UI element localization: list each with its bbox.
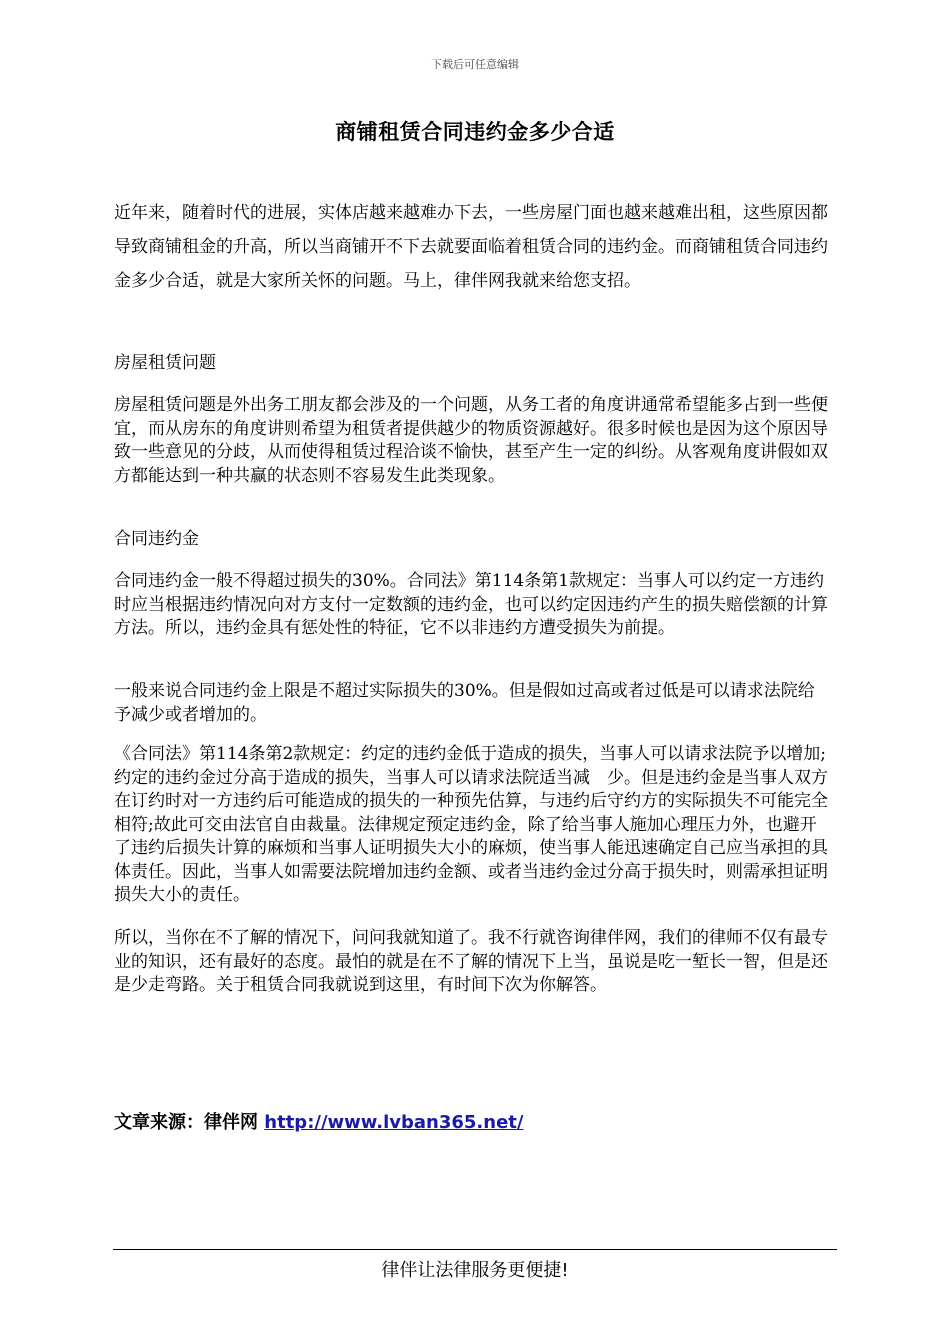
- paragraph-limit: 一般来说合同违约金上限是不超过实际损失的30%。但是假如过高或者过低是可以请求法院给予减少或者增加的。: [114, 681, 815, 725]
- footer-divider: [113, 1249, 837, 1250]
- intro-paragraph: 近年来，随着时代的进展，实体店越来越难办下去，一些房屋门面也越来越难出租，这些原因都导致商铺租金的升高，所以当商铺开不下去就要面临着租赁合同的违约金。而商铺租赁合同违约金多少合适，就是大家所关怀的问题。马上，律伴网我就来给您支招。: [114, 203, 828, 291]
- paragraph-conclusion: 所以，当你在不了解的情况下，问问我就知道了。我不行就咨询律伴网，我们的律师不仅有最专业的知识，还有最好的态度。最怕的就是在不了解的情况下上当，虽说是吃一堑长一智，但是还是少走弯路。关于租赁合同我就说到这里，有时间下次为你解答。: [114, 928, 828, 995]
- header-note: 下载后可任意编辑: [431, 58, 519, 71]
- article-source: [114, 1108, 523, 1134]
- paragraph-article-114: 《合同法》第114条第2款规定：约定的违约金低于造成的损失，当事人可以请求法院予以增加;约定的违约金过分高于造成的损失，当事人可以请求法院适当减 少。但是违约金是当事人双方在订约时对一方违约后可能造成的损失的一种预先估算，与违约后守约方的实际损失不可能完全相符;故此可交由法官自由裁量。法律规定预定违约金，除了给当事人施加心理压力外，也避开了违约后损失计算的麻烦和当事人证明损失大小的麻烦，使当事人能迅速确定自己应当承担的具体责任。因此，当事人如需要法院增加违约金额、或者当违约金过分高于损失时，则需承担证明损失大小的责任。: [114, 744, 828, 905]
- section-body-penalty: 合同违约金一般不得超过损失的30%。合同法》第114条第1款规定：当事人可以约定一方违约时应当根据违约情况向对方支付一定数额的违约金，也可以约定因违约产生的损失赔偿额的计算方法。所以，违约金具有惩处性的特征，它不以非违约方遭受损失为前提。: [114, 571, 828, 638]
- section-heading-penalty: 合同违约金: [114, 529, 199, 549]
- source-label: 文章来源：律伴网: [114, 1112, 258, 1133]
- section-body-rental: 房屋租赁问题是外出务工朋友都会涉及的一个问题，从务工者的角度讲通常希望能多占到一些便宜，而从房东的角度讲则希望为租赁者提供越少的物质资源越好。很多时候也是因为这个原因导致一些意见的分歧，从而使得租赁过程洽谈不愉快，甚至产生一定的纠纷。从客观角度讲假如双方都能达到一种共赢的状态则不容易发生此类现象。: [114, 395, 828, 486]
- page-title: 商铺租赁合同违约金多少合适: [335, 120, 615, 144]
- section-heading-rental: 房屋租赁问题: [114, 353, 216, 373]
- source-link[interactable]: http://www.lvban365.net/: [264, 1112, 524, 1133]
- footer-slogan: 律伴让法律服务更便捷!: [381, 1260, 569, 1281]
